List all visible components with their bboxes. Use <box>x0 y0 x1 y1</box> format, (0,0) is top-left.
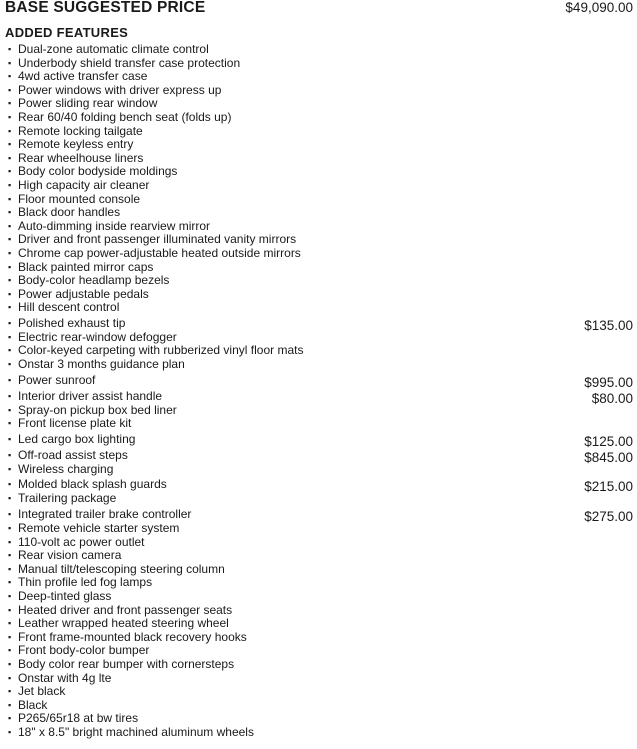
feature-name: Onstar with 4g lte <box>18 670 112 685</box>
feature-label-wrap <box>8 712 138 726</box>
feature-name: Onstar 3 months guidance plan <box>18 357 185 372</box>
feature-item <box>8 685 633 699</box>
feature-name: Remote locking tailgate <box>18 123 143 138</box>
feature-item <box>8 57 633 71</box>
bullet-icon: ▪ <box>8 658 12 669</box>
bullet-icon: ▪ <box>8 449 12 460</box>
bullet-icon: ▪ <box>8 234 12 245</box>
bullet-icon: ▪ <box>8 563 12 574</box>
bullet-icon: ▪ <box>8 57 12 68</box>
feature-item <box>8 536 633 550</box>
feature-label-wrap <box>8 138 133 152</box>
feature-name: Chrome cap power-adjustable heated outside mirrors <box>18 245 301 260</box>
feature-name: Black <box>18 697 48 712</box>
feature-item <box>8 165 633 179</box>
feature-name: Auto-dimming inside rearview mirror <box>18 218 211 233</box>
feature-label-wrap <box>8 233 296 247</box>
feature-label-wrap <box>8 492 116 506</box>
feature-name: Color-keyed carpeting with rubberized vinyl floor mats <box>18 343 304 358</box>
bullet-icon: ▪ <box>8 193 12 204</box>
feature-name: Deep-tinted glass <box>18 589 112 603</box>
feature-name: P265/65r18 at bw tires <box>18 711 139 726</box>
feature-item <box>8 344 633 358</box>
feature-item <box>8 84 633 98</box>
bullet-icon: ▪ <box>8 523 12 534</box>
feature-item <box>8 417 633 431</box>
bullet-icon: ▪ <box>8 44 12 54</box>
bullet-icon: ▪ <box>8 604 12 615</box>
feature-label-wrap <box>8 331 177 345</box>
feature-item <box>8 358 633 372</box>
bullet-icon: ▪ <box>8 139 12 150</box>
feature-item <box>8 152 633 166</box>
feature-item <box>8 220 633 234</box>
bullet-icon: ▪ <box>8 247 12 258</box>
feature-name: Thin profile led fog lamps <box>18 575 153 590</box>
feature-name: Electric rear-window defogger <box>18 329 177 344</box>
feature-item <box>8 549 633 563</box>
feature-item <box>8 506 633 525</box>
bullet-icon: ▪ <box>8 577 12 588</box>
feature-label-wrap <box>8 672 111 686</box>
feature-item <box>8 111 633 125</box>
feature-label-wrap <box>8 97 157 111</box>
feature-price: $135.00 <box>584 317 633 333</box>
feature-price: $125.00 <box>584 433 633 449</box>
feature-name: Manual tilt/telescoping steering column <box>18 561 225 576</box>
bullet-icon: ▪ <box>8 331 12 342</box>
bullet-icon: ▪ <box>8 404 12 415</box>
feature-item <box>8 672 633 686</box>
feature-label-wrap <box>8 84 221 98</box>
feature-name: 18" x 8.5" bright machined aluminum wheels <box>18 724 254 739</box>
bullet-icon: ▪ <box>8 288 12 299</box>
feature-name: Front frame-mounted black recovery hooks <box>18 629 247 644</box>
feature-name: Polished exhaust tip <box>18 315 126 330</box>
feature-item <box>8 492 633 506</box>
feature-label-wrap <box>8 404 177 418</box>
feature-label-wrap <box>8 206 120 220</box>
feature-label-wrap <box>8 315 125 331</box>
feature-name: Rear 60/40 folding bench seat (folds up) <box>18 109 232 124</box>
feature-label-wrap <box>8 179 149 193</box>
feature-label-wrap <box>8 685 65 699</box>
feature-label-wrap <box>8 447 128 463</box>
feature-name: Black door handles <box>18 205 121 220</box>
feature-item <box>8 97 633 111</box>
feature-name: Black painted mirror caps <box>18 259 154 274</box>
feature-item <box>8 288 633 302</box>
bullet-icon: ▪ <box>8 699 12 710</box>
feature-price: $275.00 <box>584 509 633 525</box>
feature-label-wrap <box>8 43 209 57</box>
feature-item <box>8 247 633 261</box>
added-features-list <box>8 43 633 740</box>
feature-item <box>8 431 633 447</box>
feature-label-wrap <box>8 604 232 618</box>
feature-item <box>8 404 633 418</box>
feature-item <box>8 712 633 726</box>
feature-item <box>8 261 633 275</box>
feature-item <box>8 138 633 152</box>
bullet-icon: ▪ <box>8 261 12 272</box>
feature-name: Underbody shield transfer case protection <box>18 55 241 70</box>
feature-price: $845.00 <box>584 449 633 465</box>
feature-label-wrap <box>8 165 177 179</box>
feature-name: Driver and front passenger illuminated vanity mirrors <box>18 232 297 247</box>
bullet-icon: ▪ <box>8 71 12 82</box>
bullet-icon: ▪ <box>8 317 12 328</box>
feature-label-wrap <box>8 388 162 404</box>
feature-name: Remote keyless entry <box>18 137 134 152</box>
feature-item <box>8 179 633 193</box>
feature-label-wrap <box>8 301 119 315</box>
bullet-icon: ▪ <box>8 390 12 401</box>
feature-name: Body color bodyside moldings <box>18 164 178 179</box>
feature-item <box>8 331 633 345</box>
feature-item <box>8 43 633 57</box>
feature-label-wrap <box>8 70 147 84</box>
bullet-icon: ▪ <box>8 479 12 490</box>
feature-label-wrap <box>8 576 152 590</box>
feature-label-wrap <box>8 125 143 139</box>
feature-label-wrap <box>8 522 179 536</box>
feature-item <box>8 301 633 315</box>
feature-item <box>8 372 633 388</box>
bullet-icon: ▪ <box>8 433 12 444</box>
bullet-icon: ▪ <box>8 618 12 629</box>
feature-price: $995.00 <box>584 374 633 390</box>
feature-label-wrap <box>8 644 149 658</box>
feature-label-wrap <box>8 372 95 388</box>
base-price-value: $49,090.00 <box>565 0 633 15</box>
feature-item <box>8 617 633 631</box>
bullet-icon: ▪ <box>8 166 12 177</box>
feature-label-wrap <box>8 699 47 713</box>
feature-name: Power adjustable pedals <box>18 286 149 301</box>
feature-name: Body color rear bumper with cornersteps <box>18 656 235 671</box>
feature-item <box>8 631 633 645</box>
feature-item <box>8 125 633 139</box>
feature-item <box>8 604 633 618</box>
feature-label-wrap <box>8 590 111 604</box>
feature-item <box>8 699 633 713</box>
bullet-icon: ▪ <box>8 125 12 136</box>
feature-name: Floor mounted console <box>18 191 141 206</box>
feature-item <box>8 726 633 740</box>
bullet-icon: ▪ <box>8 509 12 520</box>
bullet-icon: ▪ <box>8 631 12 642</box>
bullet-icon: ▪ <box>8 152 12 163</box>
feature-label-wrap <box>8 417 131 431</box>
feature-label-wrap <box>8 193 140 207</box>
bullet-icon: ▪ <box>8 220 12 231</box>
feature-name: Spray-on pickup box bed liner <box>18 402 177 417</box>
feature-label-wrap <box>8 111 231 125</box>
bullet-icon: ▪ <box>8 591 12 601</box>
feature-item <box>8 576 633 590</box>
feature-label-wrap <box>8 274 169 288</box>
feature-name: Front body-color bumper <box>18 643 150 658</box>
feature-label-wrap <box>8 358 185 372</box>
feature-item <box>8 274 633 288</box>
feature-item <box>8 658 633 672</box>
bullet-icon: ▪ <box>8 418 12 429</box>
feature-name: Power sunroof <box>18 372 96 387</box>
feature-label-wrap <box>8 344 303 358</box>
feature-item <box>8 447 633 463</box>
feature-label-wrap <box>8 476 167 492</box>
bullet-icon: ▪ <box>8 726 12 737</box>
base-price-title: BASE SUGGESTED PRICE <box>5 0 206 16</box>
feature-item <box>8 522 633 536</box>
feature-item <box>8 70 633 84</box>
feature-item <box>8 644 633 658</box>
bullet-icon: ▪ <box>8 536 12 547</box>
bullet-icon: ▪ <box>8 84 12 95</box>
feature-name: 110-volt ac power outlet <box>18 534 145 549</box>
feature-name: Jet black <box>18 684 66 699</box>
bullet-icon: ▪ <box>8 645 12 656</box>
feature-label-wrap <box>8 536 145 550</box>
feature-label-wrap <box>8 549 121 563</box>
feature-name: Wireless charging <box>18 461 114 476</box>
feature-name: Body-color headlamp bezels <box>18 273 170 288</box>
feature-name: Led cargo box lighting <box>18 431 136 446</box>
feature-name: Front license plate kit <box>18 416 132 431</box>
feature-name: Dual-zone automatic climate control <box>18 42 209 56</box>
bullet-icon: ▪ <box>8 345 12 356</box>
feature-name: Power windows with driver express up <box>18 82 222 97</box>
feature-label-wrap <box>8 57 240 71</box>
feature-name: Trailering package <box>18 491 117 506</box>
bullet-icon: ▪ <box>8 713 12 724</box>
feature-name: Leather wrapped heated steering wheel <box>18 616 229 631</box>
feature-name: Molded black splash guards <box>18 477 167 492</box>
feature-item <box>8 476 633 495</box>
bullet-icon: ▪ <box>8 493 12 504</box>
feature-item <box>8 563 633 577</box>
bullet-icon: ▪ <box>8 179 12 190</box>
feature-name: Hill descent control <box>18 300 120 315</box>
feature-price: $80.00 <box>591 390 633 406</box>
feature-item <box>8 206 633 220</box>
bullet-icon: ▪ <box>8 111 12 122</box>
feature-name: Integrated trailer brake controller <box>18 507 192 522</box>
feature-label-wrap <box>8 220 210 234</box>
feature-item <box>8 463 633 477</box>
feature-name: Heated driver and front passenger seats <box>18 602 233 617</box>
feature-label-wrap <box>8 431 135 447</box>
bullet-icon: ▪ <box>8 463 12 474</box>
feature-name: Rear wheelhouse liners <box>18 150 144 165</box>
feature-label-wrap <box>8 506 191 522</box>
feature-label-wrap <box>8 463 113 477</box>
feature-item <box>8 315 633 331</box>
feature-name: Rear vision camera <box>18 548 122 563</box>
feature-label-wrap <box>8 631 247 645</box>
feature-label-wrap <box>8 152 143 166</box>
bullet-icon: ▪ <box>8 550 12 561</box>
feature-name: Power sliding rear window <box>18 96 158 111</box>
bullet-icon: ▪ <box>8 275 12 286</box>
bullet-icon: ▪ <box>8 672 12 683</box>
added-features-title: ADDED FEATURES <box>5 25 129 40</box>
feature-name: Off-road assist steps <box>18 447 128 462</box>
feature-item <box>8 233 633 247</box>
bullet-icon: ▪ <box>8 359 12 370</box>
feature-name: 4wd active transfer case <box>18 69 148 84</box>
feature-name: Remote vehicle starter system <box>18 521 180 536</box>
feature-label-wrap <box>8 563 225 577</box>
feature-item <box>8 388 633 404</box>
feature-name: High capacity air cleaner <box>18 177 150 192</box>
bullet-icon: ▪ <box>8 374 12 385</box>
bullet-icon: ▪ <box>8 98 12 109</box>
bullet-icon: ▪ <box>8 686 12 697</box>
feature-label-wrap <box>8 288 149 302</box>
feature-label-wrap <box>8 247 301 261</box>
feature-price: $215.00 <box>584 479 633 495</box>
feature-name: Interior driver assist handle <box>18 388 163 403</box>
bullet-icon: ▪ <box>8 207 12 218</box>
feature-item <box>8 590 633 604</box>
base-price-row <box>5 0 633 17</box>
feature-label-wrap <box>8 261 153 275</box>
bullet-icon: ▪ <box>8 302 12 313</box>
feature-label-wrap <box>8 658 234 672</box>
feature-label-wrap <box>8 726 254 740</box>
feature-item <box>8 193 633 207</box>
feature-label-wrap <box>8 617 229 631</box>
